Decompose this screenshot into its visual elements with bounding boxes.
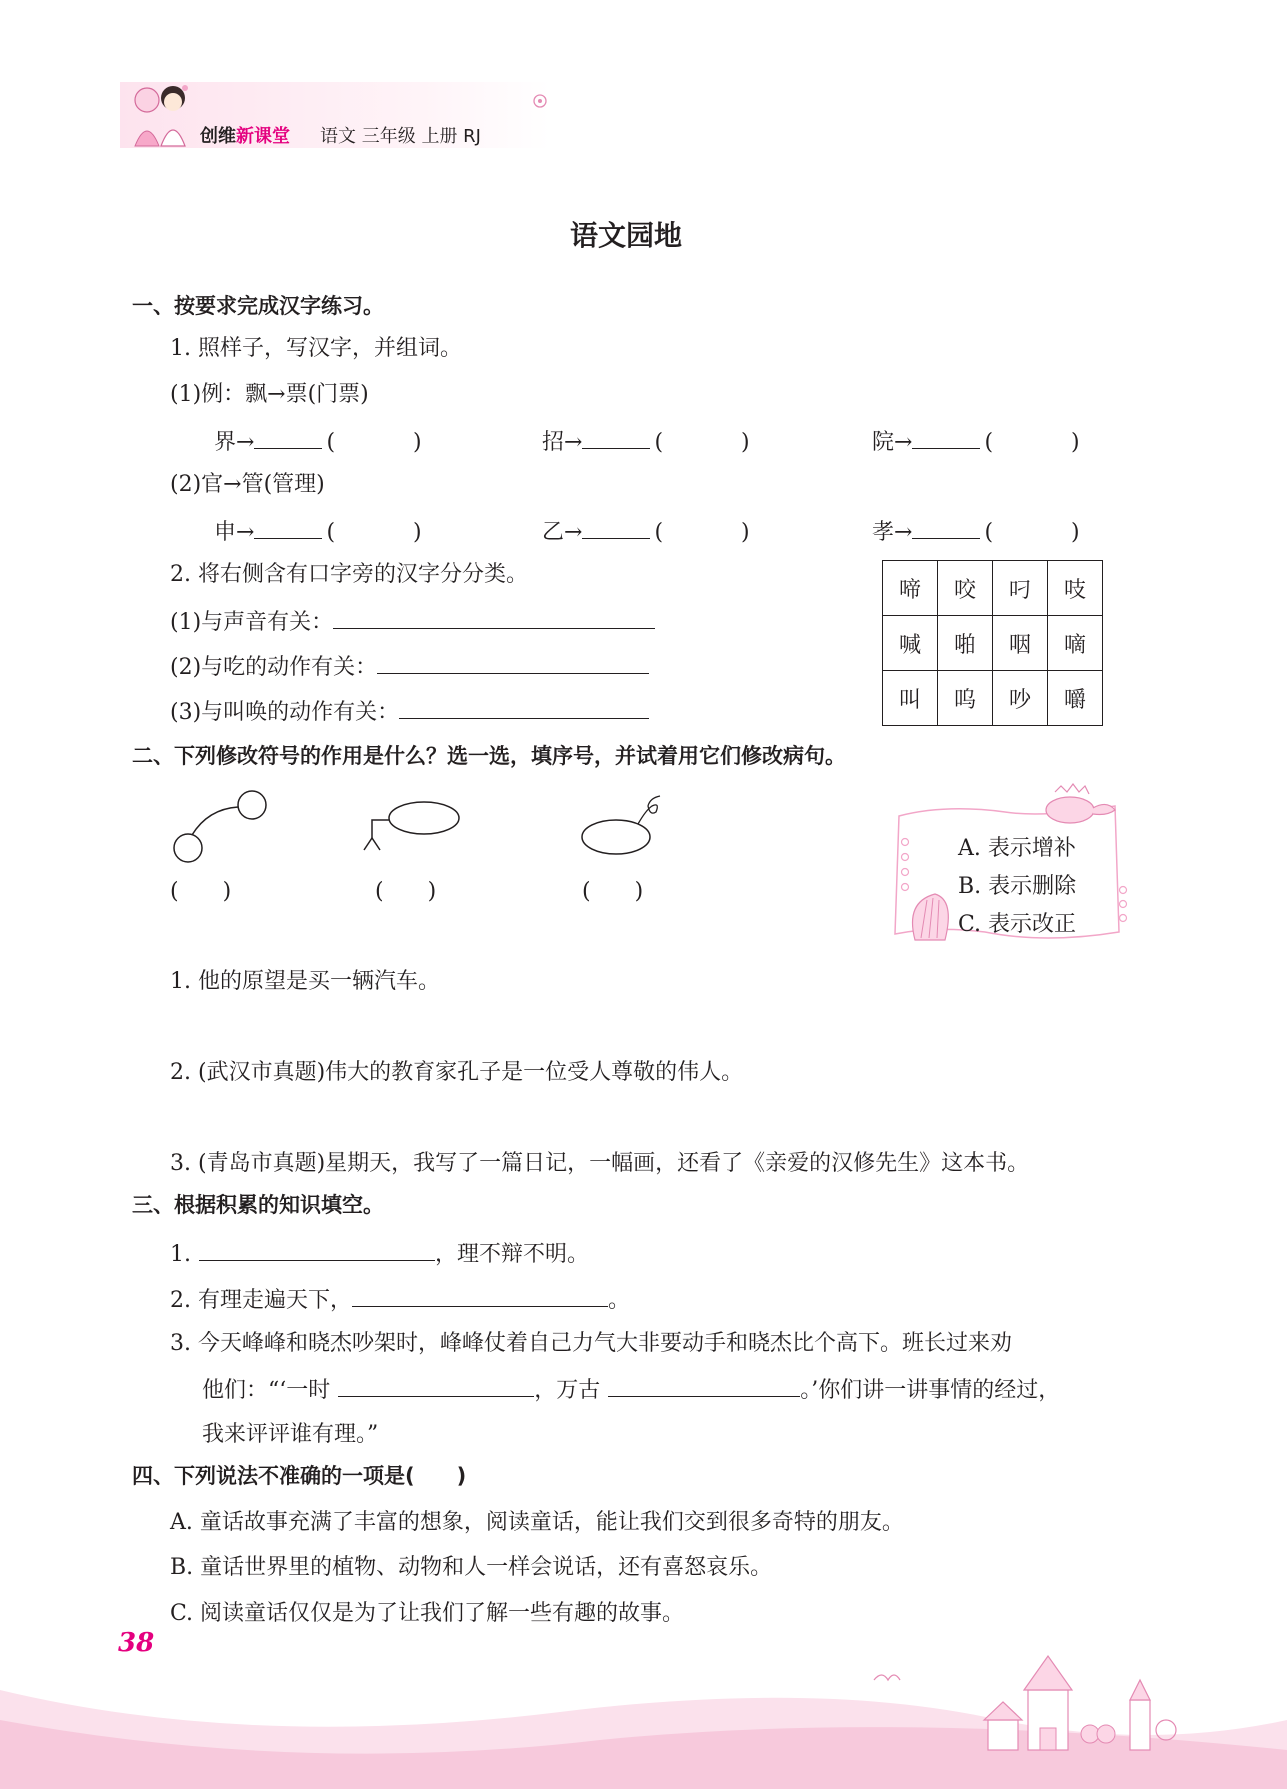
s1-q2-label: 2. 将右侧含有口字旁的汉字分分类。 <box>170 562 528 587</box>
character-grid <box>882 560 1103 726</box>
s1-q1-p1-item-1: 界→ ( ) <box>214 430 422 455</box>
insert-mark-icon <box>360 798 470 858</box>
answer-line[interactable] <box>333 610 655 629</box>
section2-heading: 二、下列修改符号的作用是什么？选一选，填序号，并试着用它们修改病句。 <box>132 744 846 768</box>
page-number: 38 <box>118 1628 155 1658</box>
grid-cell: 喊 <box>883 616 938 671</box>
answer-line[interactable] <box>377 655 649 674</box>
grid-cell: 咬 <box>938 561 993 616</box>
answer-blank[interactable] <box>912 430 980 449</box>
s1-q1-p1-item-2: 招→ ( ) <box>542 430 750 455</box>
header-subtitle: 语文 三年级 上册 RJ <box>320 126 481 147</box>
answer-blank[interactable] <box>582 520 650 539</box>
answer-line[interactable] <box>399 700 649 719</box>
s2-sentence-2: 2. (武汉市真题)伟大的教育家孔子是一位受人尊敬的伟人。 <box>170 1060 744 1085</box>
answer-line[interactable] <box>199 1242 435 1261</box>
paren-blank-1[interactable]: ( ) <box>170 879 232 904</box>
s1-q1-p2-item-2: 乙→ ( ) <box>542 520 750 545</box>
s4-option-c: C. 阅读童话仅仅是为了让我们了解一些有趣的故事。 <box>170 1601 685 1626</box>
s1-q2-item-2: (2)与吃的动作有关： <box>170 655 649 679</box>
s3-q2: 2. 有理走遍天下， 。 <box>170 1288 630 1313</box>
grid-cell: 叫 <box>883 671 938 726</box>
s1-q1-p2-item-3: 孝→ ( ) <box>872 520 1080 545</box>
s1-q2-item-1: (1)与声音有关： <box>170 610 655 634</box>
header-brand <box>200 122 290 148</box>
swap-mark-icon <box>168 785 278 865</box>
paren-blank-2[interactable]: ( ) <box>375 879 437 904</box>
option-b: B. 表示删除 <box>958 874 1077 899</box>
s3-q3-line1: 3. 今天峰峰和晓杰吵架时，峰峰仗着自己力气大非要动手和晓杰比个高下。班长过来劝 <box>170 1331 1012 1356</box>
s4-option-b: B. 童话世界里的植物、动物和人一样会说话，还有喜怒哀乐。 <box>170 1555 773 1580</box>
answer-blank[interactable] <box>582 430 650 449</box>
grid-cell: 嚼 <box>1048 671 1103 726</box>
s1-q1-part2-label: (2)官→管(管理) <box>170 472 325 497</box>
s3-q3-line3: 我来评评谁有理。” <box>202 1422 379 1447</box>
answer-blank[interactable] <box>912 520 980 539</box>
cartoon-kids-icon <box>125 80 195 152</box>
s4-option-a: A. 童话故事充满了丰富的想象，阅读童话，能让我们交到很多奇特的朋友。 <box>170 1510 904 1535</box>
answer-line[interactable] <box>338 1378 534 1397</box>
s1-q2-item-3: (3)与叫唤的动作有关： <box>170 700 649 724</box>
flower-icon <box>528 90 552 112</box>
s1-q1-p1-item-3: 院→ ( ) <box>872 430 1080 455</box>
grid-cell: 咽 <box>993 616 1048 671</box>
grid-cell: 呜 <box>938 671 993 726</box>
paren-blank-3[interactable]: ( ) <box>582 879 644 904</box>
delete-mark-icon <box>578 792 668 860</box>
page-title: 语文园地 <box>570 219 683 252</box>
grid-cell: 啪 <box>938 616 993 671</box>
castle-decor-icon <box>980 1650 1180 1770</box>
answer-line[interactable] <box>352 1288 608 1307</box>
grid-cell: 吵 <box>993 671 1048 726</box>
grid-cell: 啼 <box>883 561 938 616</box>
brand-prefix: 创维 <box>200 126 236 147</box>
option-a: A. 表示增补 <box>958 836 1076 861</box>
brand-highlight: 新课堂 <box>236 126 290 147</box>
section3-heading: 三、根据积累的知识填空。 <box>132 1193 384 1217</box>
s2-sentence-1: 1. 他的原望是买一辆汽车。 <box>170 969 440 994</box>
s1-q1-p2-item-1: 申→ ( ) <box>214 520 422 545</box>
answer-line[interactable] <box>608 1378 800 1397</box>
option-c: C. 表示改正 <box>958 912 1077 937</box>
section1-heading: 一、按要求完成汉字练习。 <box>132 294 384 318</box>
s2-sentence-3: 3. (青岛市真题)星期天，我写了一篇日记，一幅画，还看了《亲爱的汉修先生》这本书。 <box>170 1151 1030 1176</box>
s3-q3-line2: 他们：“‘一时 ，万古 。’你们讲一讲事情的经过， <box>202 1378 1061 1403</box>
s3-q1: 1. ，理不辩不明。 <box>170 1242 590 1267</box>
s1-q1-label: 1. 照样子，写汉字，并组词。 <box>170 336 462 361</box>
s1-q1-part1-label: (1)例：飘→票(门票) <box>170 382 369 407</box>
answer-blank[interactable] <box>254 520 322 539</box>
grid-cell: 叼 <box>993 561 1048 616</box>
grid-cell: 嘀 <box>1048 616 1103 671</box>
section4-heading: 四、下列说法不准确的一项是( ) <box>132 1464 467 1488</box>
grid-cell: 吱 <box>1048 561 1103 616</box>
answer-blank[interactable] <box>254 430 322 449</box>
bird-decor-icon <box>872 1668 902 1690</box>
